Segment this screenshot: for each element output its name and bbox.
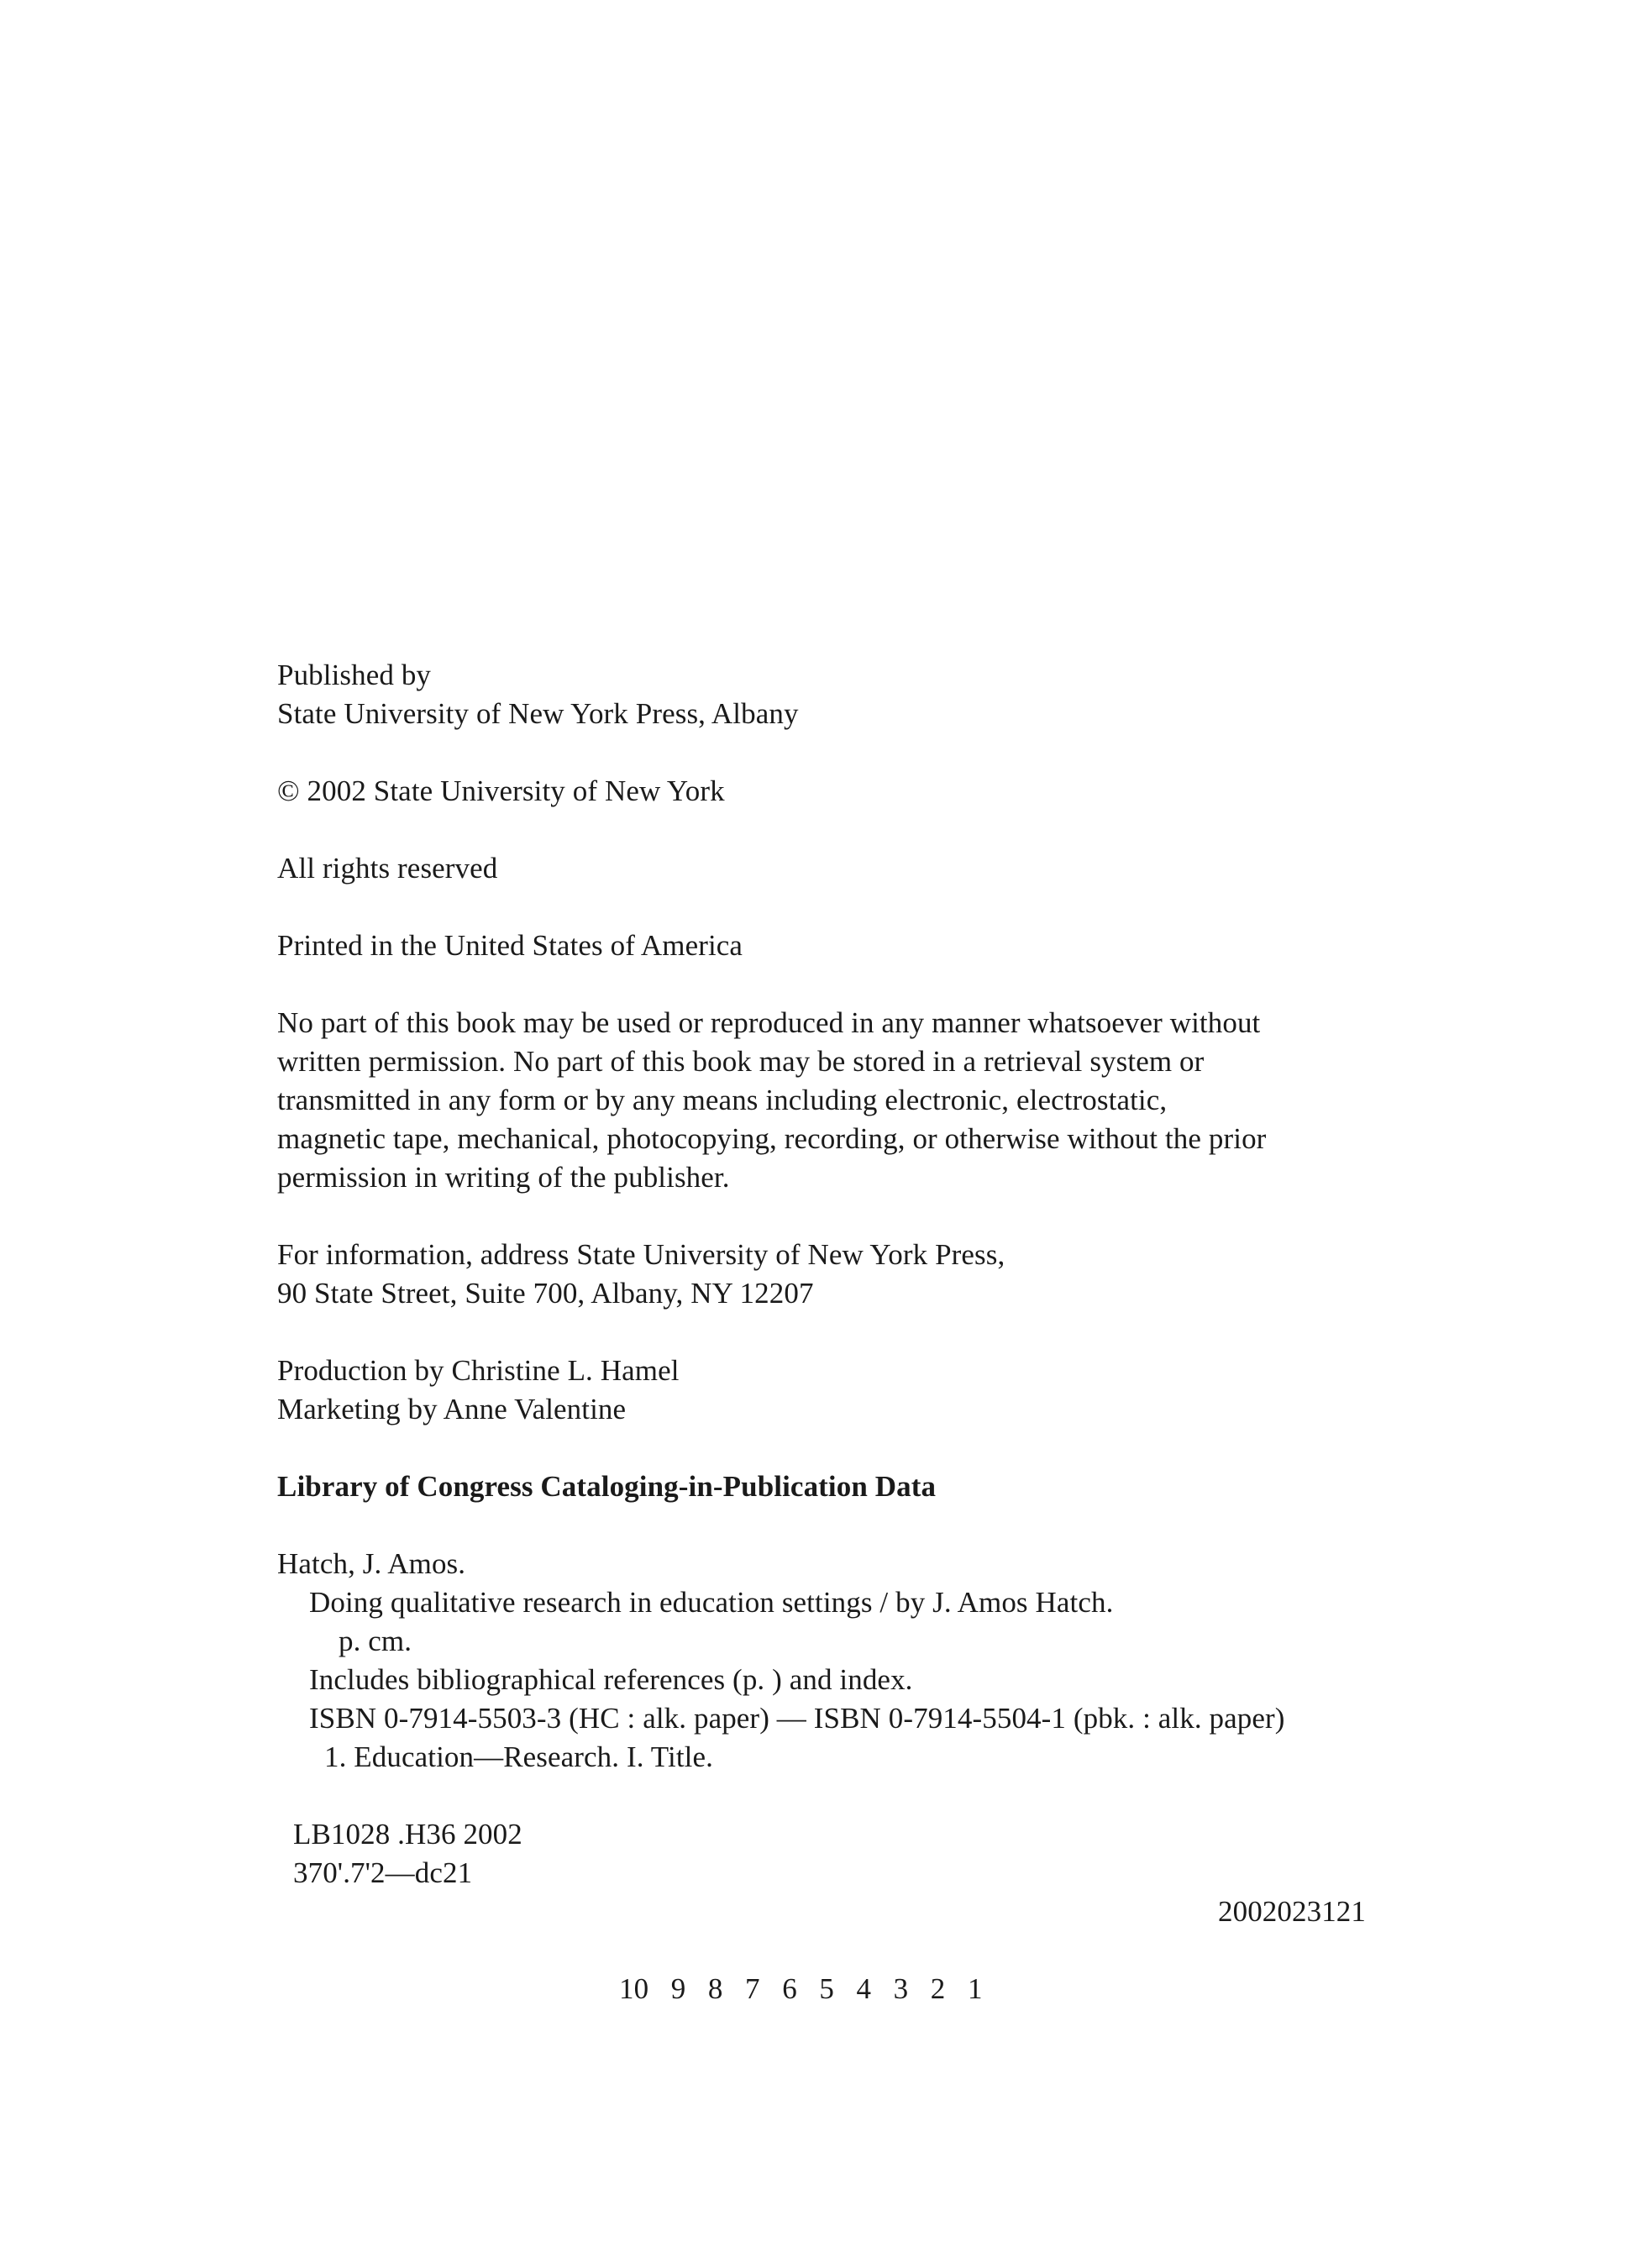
published-by-label: Published by: [277, 659, 432, 691]
cip-control-number: 2002023121: [1218, 1895, 1366, 1928]
permission-line: transmitted in any form or by any means including electronic, electrostatic,: [277, 1084, 1168, 1116]
cip-isbn: ISBN 0-7914-5503-3 (HC : alk. paper) — ISBN 0-7914-5504-1 (pbk. : alk. paper): [309, 1702, 1285, 1735]
information-address: 90 State Street, Suite 700, Albany, NY 12207: [277, 1277, 814, 1310]
copyright-notice: © 2002 State University of New York: [277, 774, 725, 807]
permission-line: magnetic tape, mechanical, photocopying, recording, or otherwise without the prior: [277, 1122, 1267, 1155]
cip-dewey: 370'.7'2—dc21: [293, 1856, 473, 1889]
rights-statement: All rights reserved: [277, 852, 498, 885]
marketing-credit: Marketing by Anne Valentine: [277, 1393, 627, 1425]
printing-line: 10 9 8 7 6 5 4 3 2 1: [619, 1972, 983, 2005]
cip-author: Hatch, J. Amos.: [277, 1547, 466, 1580]
cip-notes: Includes bibliographical references (p. ) and index.: [309, 1663, 913, 1696]
cip-heading: Library of Congress Cataloging-in-Publication Data: [277, 1470, 937, 1503]
cip-lc-class: LB1028 .H36 2002: [293, 1818, 522, 1851]
permission-line: permission in writing of the publisher.: [277, 1161, 730, 1194]
cip-physical: p. cm.: [339, 1625, 412, 1657]
permission-line: No part of this book may be used or reproduced in any manner whatsoever without: [277, 1006, 1261, 1039]
cip-subjects: 1. Education—Research. I. Title.: [324, 1740, 713, 1773]
production-credit: Production by Christine L. Hamel: [277, 1354, 680, 1387]
permission-line: written permission. No part of this book may be stored in a retrieval system or: [277, 1045, 1205, 1078]
publisher-name: State University of New York Press, Albany: [277, 697, 799, 730]
information-line: For information, address State University of New York Press,: [277, 1238, 1005, 1271]
printed-location: Printed in the United States of America: [277, 929, 743, 962]
cip-title: Doing qualitative research in education settings / by J. Amos Hatch.: [309, 1586, 1114, 1619]
